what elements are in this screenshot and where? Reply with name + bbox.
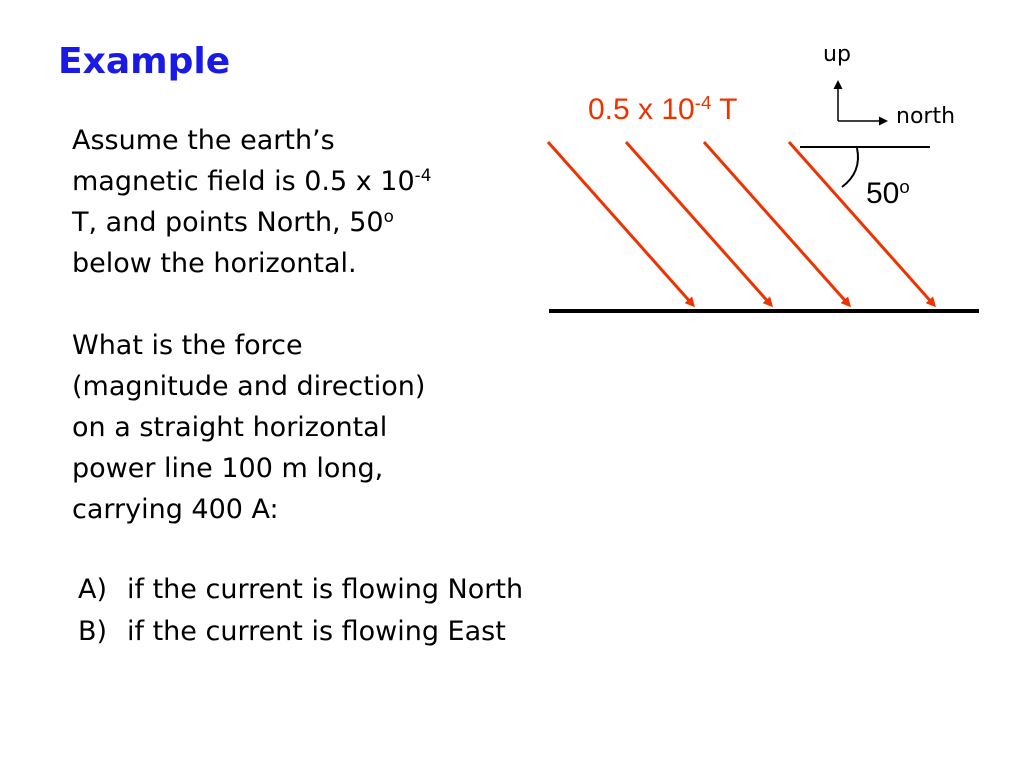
slide-title: Example: [58, 41, 231, 82]
option-a-text: if the current is flowing North: [127, 574, 524, 605]
field-arrow-4: [789, 142, 934, 305]
question-line-3: on a straight horizontal: [72, 412, 388, 443]
field-arrow-2: [626, 142, 771, 305]
angle-arc: [842, 148, 858, 187]
problem-line-3: T, and points North, 50$^o$: [72, 205, 394, 238]
problem-line-4: below the horizontal.: [72, 248, 357, 279]
question-line-1: What is the force: [72, 330, 303, 361]
problem-line-1: Assume the earth’s: [72, 125, 335, 156]
field-arrow-3: [704, 142, 849, 305]
field-strength-label: 0.5 x $10^{-4}$ T: [588, 91, 738, 126]
problem-line-2: magnetic field is 0.5 x $10^{-4}$: [72, 164, 432, 197]
option-a-letter: A): [78, 574, 108, 605]
angle-label: 50$^o$: [866, 175, 910, 210]
question-line-4: power line 100 m long,: [72, 453, 384, 484]
north-axis-label: north: [896, 104, 956, 129]
option-b-letter: B): [78, 616, 108, 647]
up-axis-label: up: [823, 42, 851, 67]
option-b-text: if the current is flowing East: [127, 616, 506, 647]
field-arrow-1: [548, 142, 693, 305]
question-line-5: carrying 400 A:: [72, 494, 279, 525]
question-line-2: (magnitude and direction): [72, 371, 426, 402]
